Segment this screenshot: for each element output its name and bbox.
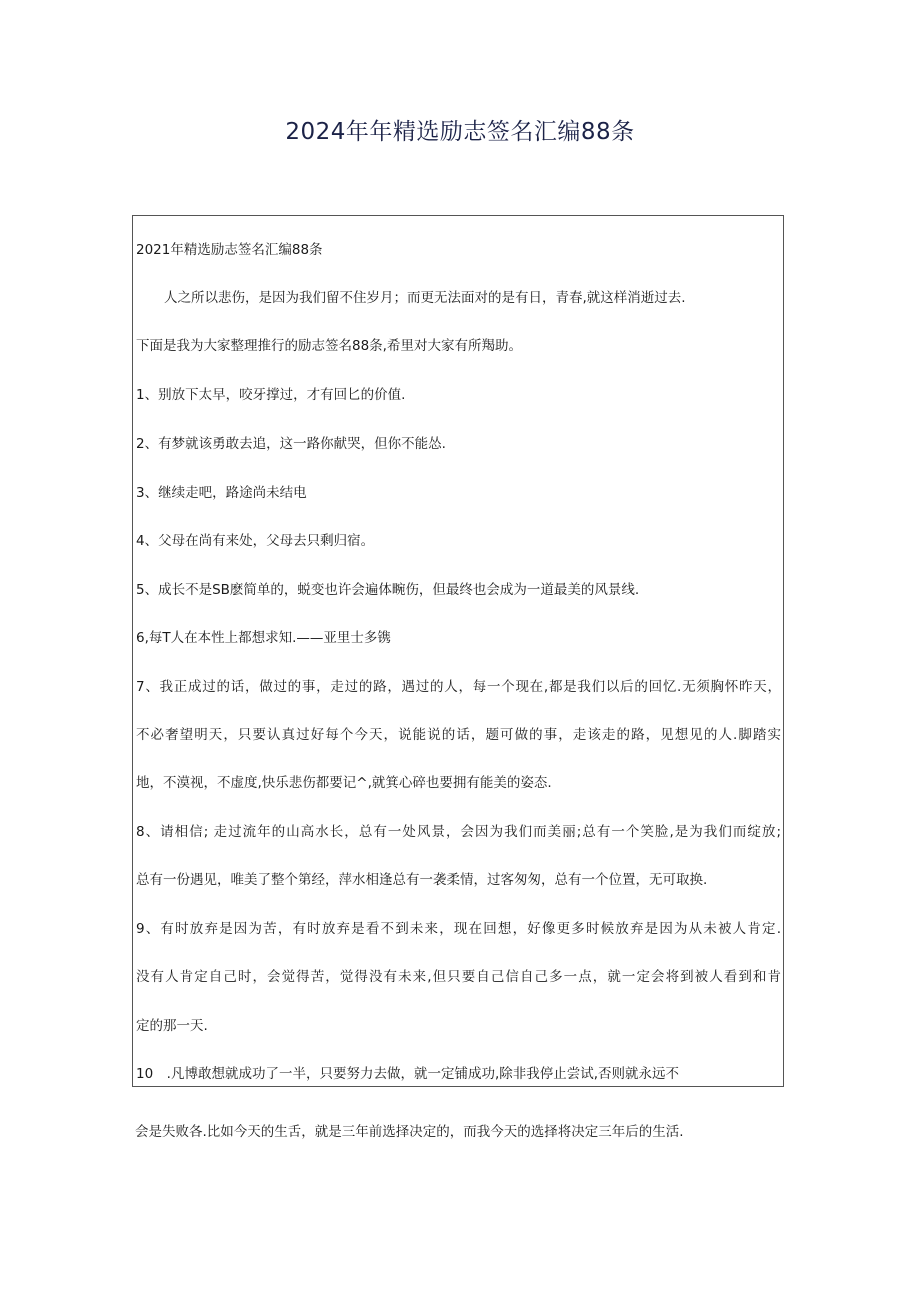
list-item-8-line-2: 总有一份遇见，唯美了整个第经，萍水相逢总有一袭柔情，过客匆匆，总有一个位置，无可取换. bbox=[136, 872, 708, 888]
list-item-10-continuation: 会是失败各.比如今天的生舌，就是三年前选择决定的，而我今天的选择将决定三年后的生活. bbox=[135, 1124, 684, 1140]
list-item-9-line-1: 9、有时放弃是因为苦，有时放弃是看不到未来，现在回想，好像更多时候放弃是因为从未被人肯定. bbox=[136, 921, 781, 937]
list-item-1: 1、别放下太早，咬牙撑过，才有回匕的价值. bbox=[136, 387, 406, 403]
list-item-4: 4、父母在尚有来处，父母去只剩归宿。 bbox=[136, 533, 375, 549]
list-item-3: 3、继续走吧，路途尚未结电 bbox=[136, 485, 307, 501]
list-item-2: 2、有梦就该勇敢去追，这一路你献哭，但你不能怂. bbox=[136, 436, 446, 452]
document-title: 2024年年精选励志签名汇编88条 bbox=[285, 119, 635, 145]
list-item-7-line-2: 不必奢望明天，只要认真过好每个今天，说能说的话，题可做的事，走该走的路，见想见的人.脚踏实 bbox=[136, 727, 781, 743]
list-item-7-line-1: 7、我正成过的话，做过的事，走过的路，遇过的人，每一个现在,都是我们以后的回忆.无须胸怀昨天， bbox=[136, 679, 781, 695]
list-item-5: 5、成长不是SB麽简单的，蜕变也许会遍体畹伤，但最终也会成为一道最美的风景线. bbox=[136, 582, 640, 598]
list-item-9-line-3: 定的那一天. bbox=[136, 1018, 208, 1034]
list-item-8-line-1: 8、请相信; 走过流年的山高水长，总有一处风景，会因为我们而美丽;总有一个笑脸,是为我们而绽放; bbox=[136, 824, 781, 840]
list-item-7-line-3: 地，不漠视，不虚度,快乐悲伤都要记^,就箕心碎也要拥有能美的姿态. bbox=[136, 775, 552, 791]
list-item-9-line-2: 没有人肯定自己时，会觉得苦，觉得没有未来,但只要自己信自己多一点，就一定会将到被人看到和肯 bbox=[136, 969, 781, 985]
content-box bbox=[132, 215, 784, 1087]
intro-paragraph-2: 下面是我为大家整理推行的励志签名88条,希里对大家有所羯助。 bbox=[136, 338, 522, 354]
intro-paragraph: 人之所以悲伤，是因为我们留不住岁月；而更无法面对的是有日，青春,就这样消逝过去. bbox=[164, 290, 686, 306]
list-item-10-line-1: 10 .凡博敢想就成功了一半，只要努力去做，就一定铺成功,除非我停止尝试,否则就永远不 bbox=[136, 1066, 680, 1082]
subtitle-line: 2021年精选励志签名汇编88条 bbox=[136, 242, 323, 258]
list-item-6: 6,每T人在本性上都想求知.——亚里士多镌 bbox=[136, 630, 391, 646]
